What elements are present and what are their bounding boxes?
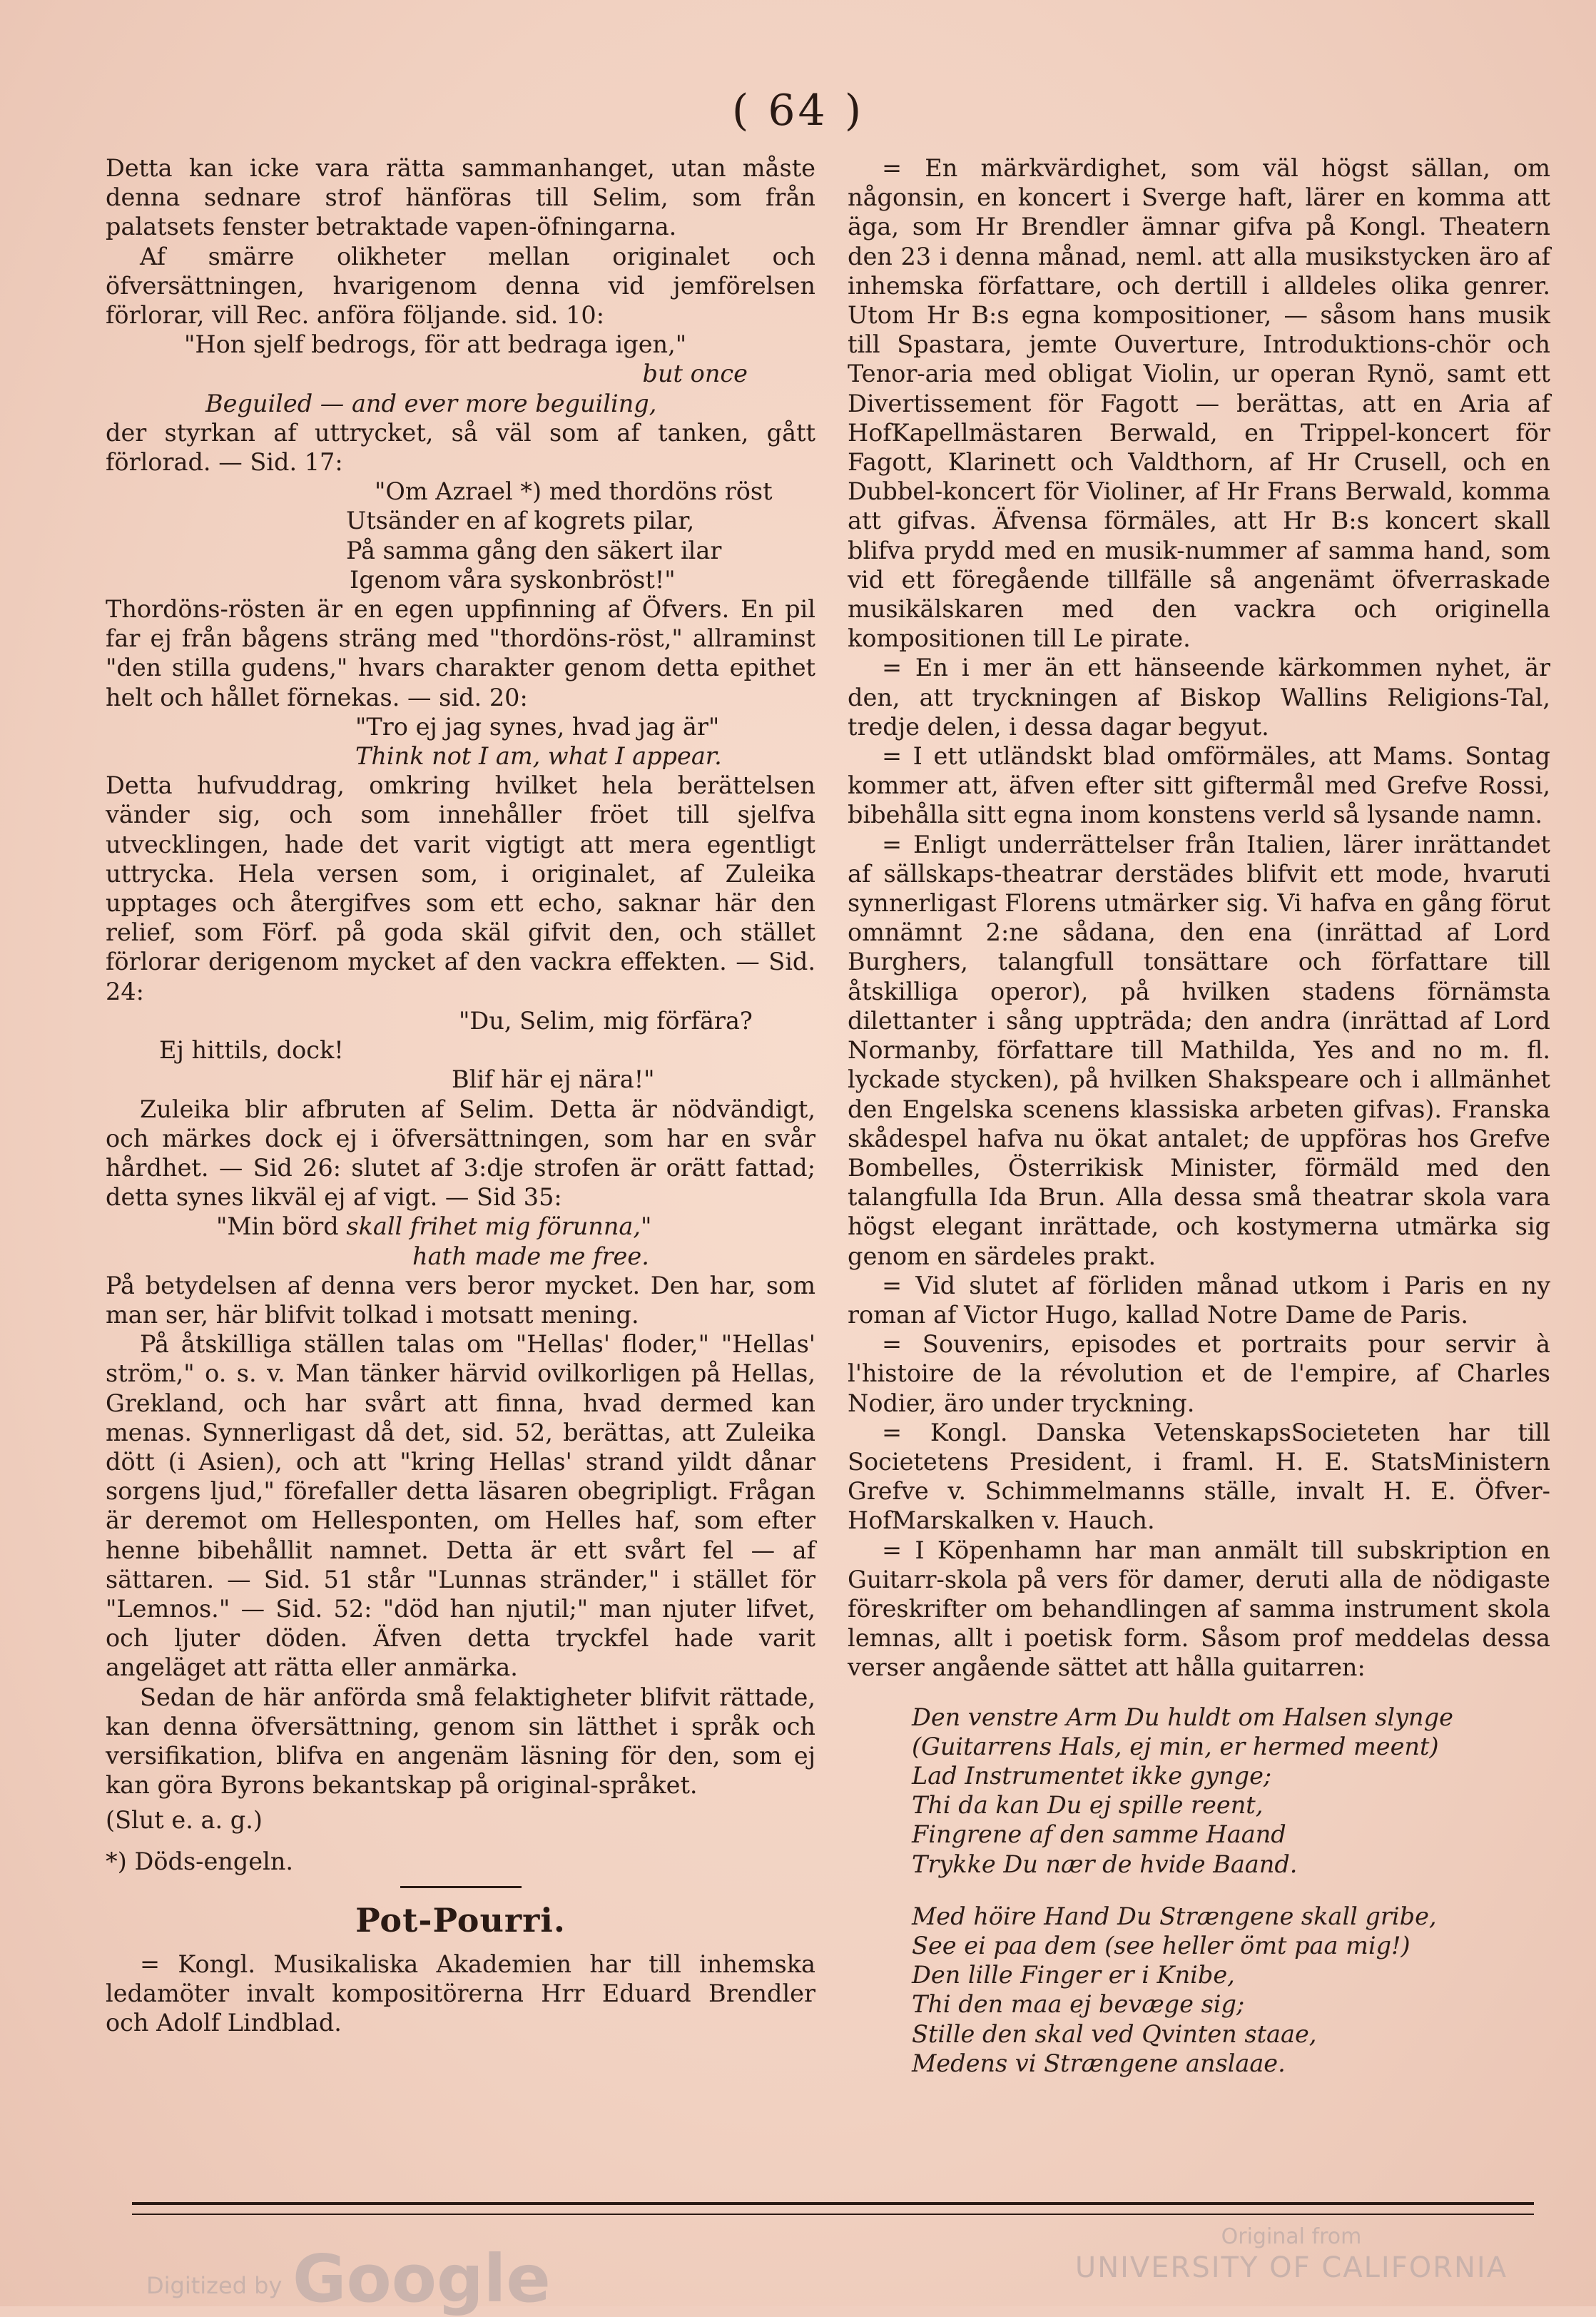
poem-line: Thi da kan Du ej spille reent,	[912, 1791, 1264, 1820]
verse-line: Igenom våra syskonbröst!"	[350, 565, 676, 594]
poem-line: Den venstre Arm Du huldt om Halsen slynge	[912, 1703, 1453, 1731]
news-item: = Souvenirs, episodes et portraits pour servir à l'histoire de la révolution et de l'empire, af Charles Nodier, äro under tryckning.	[848, 1330, 1550, 1417]
quote-line: Blif här ej nära!"	[452, 1065, 655, 1094]
news-item: = I Köpenhamn har man anmält till subskription en Guitarr-skola på vers för damer, deruti alla de nödigaste föreskrifter om behandlingen af samma instrument skola lemnas, allt i poetisk form. Såsom prof meddelas dessa verser angående sättet att hålla guitarren:	[848, 1536, 1550, 1682]
poem-stanza	[848, 1703, 1550, 1879]
news-item: = En märkvärdighet, som väl högst sällan, om någonsin, en koncert i Sverge haft, lärer en komma att äga, som Hr Brendler ämnar gifva på Kongl. Theatern den 23 i denna månad, neml. att alla musikstycken äro af inhemska författare, och dertill i alldeles olika genrer. Utom Hr B:s egna kompositioner, — såsom hans musik till Spastara, jemte Ouverture, Introduktions-chör och Tenor-aria med obligat Violin, ur operan Rynö, samt ett Divertissement för Fagott — berättas, att en Aria af HofKapellmästaren Berwald, en Trippel-koncert för Fagott, Klarinett och Valdthorn, af Hr Crusell, och en Dubbel-koncert för Violiner, af Hr Frans Berwald, komma att gifvas. Äfvensa förmäles, att Hr B:s koncert skall blifva prydd med en musik-nummer af samma hand, som vid ett föregående tillfälle så angenämt öfverraskade musikälskaren med den vackra och originella kompositionen till Le pirate.	[848, 154, 1550, 653]
verse-line: "Om Azrael *) med thordöns röst	[375, 477, 773, 506]
poem-line: Med höire Hand Du Strængene skall gribe,	[912, 1902, 1437, 1930]
verse-line: På samma gång den säkert ilar	[346, 536, 722, 564]
paragraph: På åtskilliga ställen talas om "Hellas' floder," "Hellas' ström," o. s. v. Man tänker härvid ovilkorligen på Hellas, Grekland, och har svårt att finna, hvad dermed kan menas. Synnerligast då det, sid. 52, berättas, att Zuleika dött (i Asien), och att "kring Hellas' strand yildt dånar sorgens ljud," förefaller detta läsaren obegripligt. Frågan är deremot om Hellesponten, om Helles haf, som efter henne bibehållit namnet. Detta är ett svårt fel — af sättaren. — Sid. 51 står "Lunnas stränder," i stället för "Lemnos." — Sid. 52: "död han njutil;" man njuter lifvet, och ljuter döden. Äfven detta tryckfel hade varit angeläget att rätta eller anmärka.	[106, 1330, 815, 1682]
quote-line: hath made me free.	[412, 1242, 649, 1270]
poem-line: (Guitarrens Hals, ej min, er hermed meent)	[912, 1732, 1439, 1760]
paragraph: der styrkan af uttrycket, så väl som af tanken, gått förlorad. — Sid. 17:	[106, 418, 815, 477]
quote-block	[106, 1006, 815, 1095]
paragraph: På betydelsen af denna vers beror mycket. Den har, som man ser, här blifvit tolkad i motsatt mening.	[106, 1271, 815, 1329]
quote-line: "Tro ej jag synes, hvad jag är"	[355, 712, 720, 741]
news-item: = En i mer än ett hänseende kärkommen nyhet, är den, att tryckningen af Biskop Wallins Religions-Tal, tredje delen, i dessa dagar begyut.	[848, 654, 1550, 741]
quote-block	[106, 330, 815, 418]
verse-line: Utsänder en af kogrets pilar,	[346, 507, 695, 535]
quote-line: "Du, Selim, mig förfära?	[459, 1006, 753, 1035]
original-from-text: Original from	[1221, 2224, 1362, 2249]
quote-text: "Min börd	[216, 1212, 347, 1241]
news-item: = Enligt underrättelser från Italien, lärer inrättandet af sällskaps-theatrar derstädes blifvit ett mode, hvaruti synnerligast Florens utmärker sig. Vi hafva en gång förut omnämnt 2:ne sådana, den ena (inrättad af Lord Burghers, talangfull tonsättare och författare till åtskilliga operor), på hvilken stadens förnämsta dilettanter i sång uppträda; den andra (inrättad af Lord Normanby, författare till Mathilda, Yes and no m. fl. lyckade stycken), på hvilken Shakspeare och i allmänhet den Engelska scenens klassiska arbeten gifvas). Franska skådespel hafva nu ökat antalet; de uppföras hos Grefve Bombelles, Österrikisk Minister, förmäld med den talangfulla Ida Brun. Alla dessa små theatrar skola vara högst elegant inrättade, och kostymerna utmärka sig genom en särdeles prakt.	[848, 830, 1550, 1270]
poem-line: Stille den skal ved Qvinten staae,	[912, 2019, 1317, 2048]
quote-block	[106, 1212, 815, 1270]
quote-line: but once	[642, 360, 748, 388]
poem-line: Fingrene af den samme Haand	[912, 1820, 1286, 1849]
verse-block	[106, 477, 815, 594]
quote-line: Ej hittils, dock!	[159, 1036, 344, 1065]
quote-line: Think not I am, what I appear.	[355, 742, 722, 771]
news-item: = Kongl. Danska VetenskapsSocieteten har till Societetens President, i framl. H. E. StatsMinistern Grefve v. Schimmelmanns ställe, invalt H. E. Öfver-HofMarskalken v. Hauch.	[848, 1418, 1550, 1535]
poem-line: Trykke Du nær de hvide Baand.	[912, 1850, 1298, 1878]
university-text: UNIVERSITY OF CALIFORNIA	[1074, 2251, 1508, 2284]
poem-line: Den lille Finger er i Knibe,	[912, 1961, 1235, 1989]
news-item: = I ett utländskt blad omförmäles, att Mams. Sontag kommer att, äfven efter sitt giftermål med Grefve Rossi, bibehålla sitt egna inom konstens verld så lysande namn.	[848, 742, 1550, 829]
quote-line: Beguiled — and ever more beguiling,	[205, 389, 657, 417]
news-item: = Vid slutet af förliden månad utkom i Paris en ny roman af Victor Hugo, kallad Notre Dame de Paris.	[848, 1271, 1550, 1329]
poem-line: Thi den maa ej bevæge sig;	[912, 1990, 1245, 2019]
quote-block	[106, 712, 815, 771]
paragraph: Zuleika blir afbruten af Selim. Detta är nödvändigt, och märkes dock ej i öfversättningen, som har en svår hårdhet. — Sid 26: slutet af 3:dje strofen är orätt fattad; detta synes likväl ej af vigt. — Sid 35:	[106, 1095, 815, 1212]
digitized-by-text: Digitized by	[146, 2272, 283, 2299]
paragraph: Detta kan icke vara rätta sammanhanget, utan måste denna sednare strof hänföras till Selim, som från palatsets fenster betraktade vapen-öfningarna.	[106, 154, 815, 241]
quote-text-italic: skall frihet mig förunna,"	[346, 1212, 652, 1241]
right-column	[848, 153, 1550, 2078]
poem-line: See ei paa dem (see heller ömt paa mig!)	[912, 1931, 1411, 1959]
page-number: ( 64 )	[731, 86, 865, 136]
bottom-double-rule	[132, 2202, 1534, 2215]
paragraph: Detta hufvuddrag, omkring hvilket hela berättelsen vänder sig, och som innehåller fröet till sjelfva utvecklingen, hade det varit vigtigt att mera egentligt uttrycka. Hela versen som, i originalet, af Zuleika upptages och återgifves som ett echo, saknar här den relief, som Förf. på goda skäl gifvit den, och stället förlorar derigenom mycket af den vackra effekten. — Sid. 24:	[106, 771, 815, 1005]
google-logo: Google	[293, 2241, 551, 2317]
end-note: (Slut e. a. g.)	[106, 1806, 263, 1835]
poem-line: Lad Instrumentet ikke gynge;	[912, 1761, 1272, 1790]
divider	[400, 1886, 522, 1888]
quote-line: "Hon sjelf bedrogs, för att bedraga igen,"	[184, 330, 687, 359]
poem-line: Medens vi Strængene anslaae.	[912, 2049, 1286, 2077]
library-watermark	[1063, 2224, 1520, 2285]
paragraph: Af smärre olikheter mellan originalet och öfversättningen, hvarigenom denna vid jemförelsen förlorar, vill Rec. anföra följande. sid. 10:	[106, 242, 815, 330]
left-column	[106, 153, 815, 2037]
footnote: *) Döds-engeln.	[106, 1847, 294, 1875]
poem-stanza	[848, 1902, 1550, 2078]
quote-line	[216, 1212, 815, 1241]
section-heading: Pot-Pourri.	[355, 1900, 566, 1940]
paragraph: Thordöns-rösten är en egen uppfinning af Öfvers. En pil far ej från bågens sträng med "thordöns-röst," allraminst "den stilla gudens," hvars charakter genom detta epithet helt och hållet förnekas. — sid. 20:	[106, 595, 815, 711]
paragraph: = Kongl. Musikaliska Akademien har till inhemska ledamöter invalt kompositörerna Hrr Eduard Brendler och Adolf Lindblad.	[106, 1950, 815, 2037]
paragraph: Sedan de här anförda små felaktigheter blifvit rättade, kan denna öfversättning, genom sin lätthet i språk och versifikation, blifva en angenäm läsning för den, som ej kan göra Byrons bekantskap på original-språket.	[106, 1683, 815, 1800]
